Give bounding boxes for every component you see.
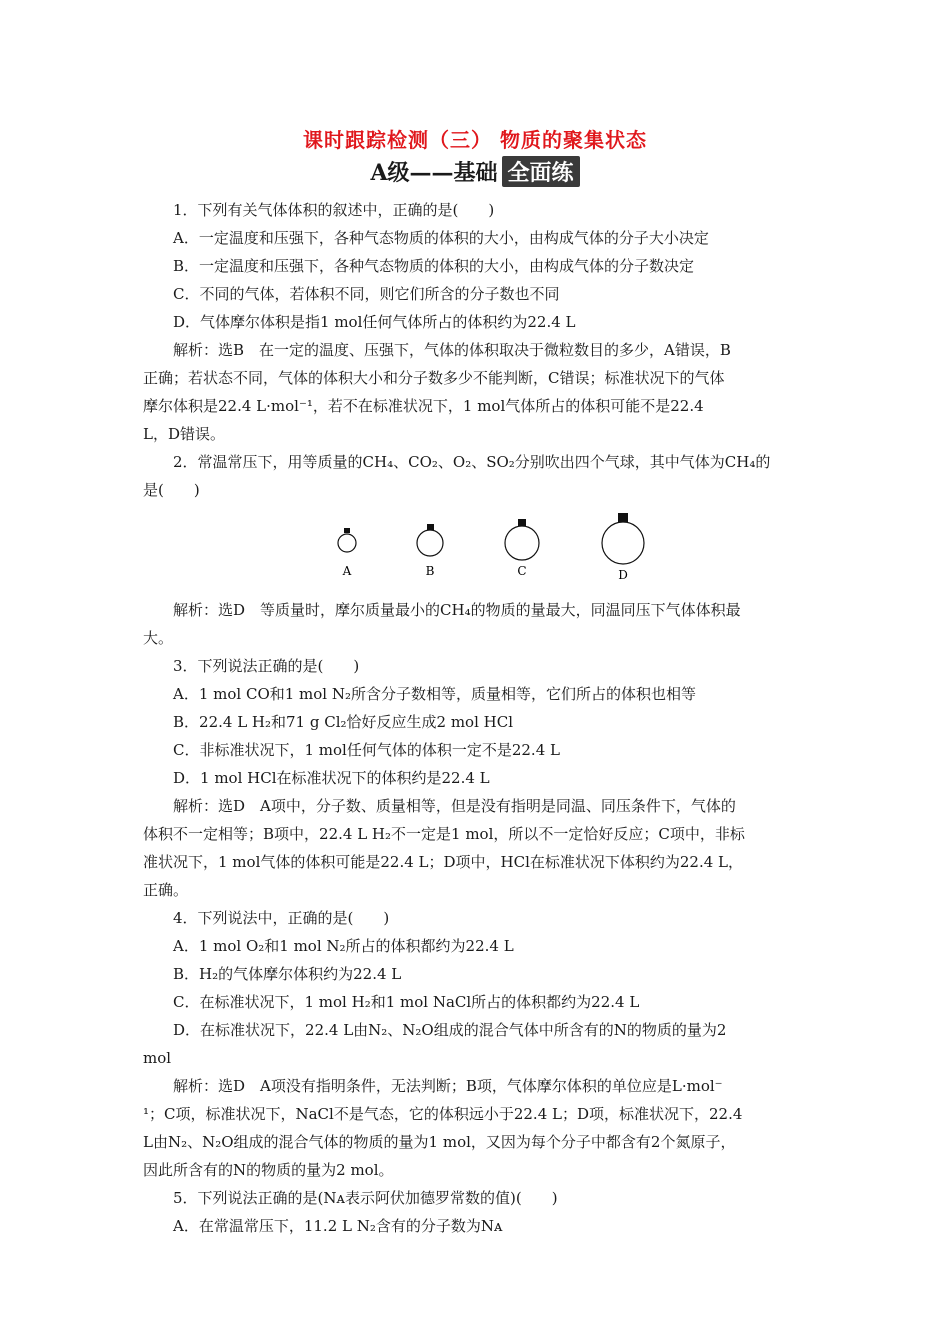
balloon-d-label: D bbox=[618, 568, 628, 582]
question-2: 2．常温常压下，用等质量的CH₄、CO₂、O₂、SO₂分别吹出四个气球，其中气体为CH₄的 bbox=[173, 453, 771, 471]
balloon-c bbox=[505, 526, 539, 560]
balloon-b-label: B bbox=[425, 564, 435, 578]
option-line: D．在标准状况下，22.4 L由N₂、N₂O组成的混合气体中所含有的N的物质的量为2 bbox=[173, 1021, 727, 1039]
option-line: B．一定温度和压强下，各种气态物质的体积的大小，由构成气体的分子数决定 bbox=[173, 257, 695, 275]
page-title: 课时跟踪检测（三） 物质的聚集状态 bbox=[303, 128, 647, 152]
option-line: B．22.4 L H₂和71 g Cl₂恰好反应生成2 mol HCl bbox=[173, 713, 514, 731]
explanation-line: 摩尔体积是22.4 L·mol⁻¹，若不在标准状况下，1 mol气体所占的体积可能不是22.4 bbox=[143, 397, 704, 415]
balloon-a-knot bbox=[344, 528, 350, 533]
explanation-line: 体积不一定相等；B项中，22.4 L H₂不一定是1 mol，所以不一定恰好反应；C项中，非标 bbox=[143, 825, 745, 843]
question-4: 4．下列说法中，正确的是( ) bbox=[173, 909, 390, 927]
option-line: A．1 mol CO和1 mol N₂所含分子数相等，质量相等，它们所占的体积也相等 bbox=[173, 685, 697, 703]
explanation-line: 准状况下，1 mol气体的体积可能是22.4 L；D项中，HCl在标准状况下体积约为22.4 L， bbox=[143, 853, 744, 871]
balloon-b-knot bbox=[427, 524, 434, 530]
balloon-c-label: C bbox=[517, 564, 527, 578]
balloon-a bbox=[338, 534, 356, 552]
option-line: C．非标准状况下，1 mol任何气体的体积一定不是22.4 L bbox=[173, 741, 560, 759]
explanation-line: 解析：选D A项没有指明条件，无法判断；B项，气体摩尔体积的单位应是L·mol⁻ bbox=[173, 1077, 723, 1095]
explanation-line: 因此所含有的N的物质的量为2 mol。 bbox=[143, 1161, 394, 1179]
explanation-line: L，D错误。 bbox=[143, 425, 225, 443]
option-line: mol bbox=[143, 1049, 172, 1067]
balloon-figure bbox=[143, 504, 807, 596]
explanation-line: 正确；若状态不同，气体的体积大小和分子数多少不能判断，C错误；标准状况下的气体 bbox=[143, 369, 725, 387]
question-1: 1．下列有关气体体积的叙述中，正确的是( ) bbox=[173, 201, 495, 219]
option-line: C．不同的气体，若体积不同，则它们所含的分子数也不同 bbox=[173, 285, 560, 303]
explanation-line: 解析：选D A项中，分子数、质量相等，但是没有指明是同温、同压条件下，气体的 bbox=[173, 797, 736, 815]
explanation-line: L由N₂、N₂O组成的混合气体的物质的量为1 mol，又因为每个分子中都含有2个氮原子， bbox=[143, 1133, 736, 1151]
explanation-line: 解析：选D 等质量时，摩尔质量最小的CH₄的物质的量最大，同温同压下气体体积最 bbox=[173, 601, 741, 619]
question-3: 3．下列说法正确的是( ) bbox=[173, 657, 360, 675]
balloon-diagram bbox=[323, 504, 663, 596]
balloon-b bbox=[417, 530, 443, 556]
balloon-d bbox=[602, 522, 644, 564]
option-line: D．气体摩尔体积是指1 mol任何气体所占的体积约为22.4 L bbox=[173, 313, 576, 331]
question-line: 是( ) bbox=[143, 481, 200, 499]
explanation-line: 大。 bbox=[143, 629, 174, 647]
level-prefix: A级——基础 bbox=[370, 160, 498, 186]
question-5: 5．下列说法正确的是(Nᴀ表示阿伏加德罗常数的值)( ) bbox=[173, 1189, 558, 1207]
document-body bbox=[143, 196, 807, 1240]
explanation-line: 解析：选B 在一定的温度、压强下，气体的体积取决于微粒数目的多少，A错误，B bbox=[173, 341, 731, 359]
level-heading bbox=[0, 156, 950, 187]
option-line: A．一定温度和压强下，各种气态物质的体积的大小，由构成气体的分子大小决定 bbox=[173, 229, 709, 247]
explanation-line: ¹；C项，标准状况下，NaCl不是气态，它的体积远小于22.4 L；D项，标准状况下，22.4 bbox=[143, 1105, 743, 1123]
explanation-line: 正确。 bbox=[143, 881, 189, 899]
option-line: B．H₂的气体摩尔体积约为22.4 L bbox=[173, 965, 402, 983]
option-line: C．在标准状况下，1 mol H₂和1 mol NaCl所占的体积都约为22.4 L bbox=[173, 993, 640, 1011]
option-line: D．1 mol HCl在标准状况下的体积约是22.4 L bbox=[173, 769, 490, 787]
balloon-a-label: A bbox=[342, 564, 352, 578]
option-line: A．1 mol O₂和1 mol N₂所占的体积都约为22.4 L bbox=[173, 937, 514, 955]
balloon-d-knot bbox=[618, 513, 628, 522]
level-badge: 全面练 bbox=[502, 156, 580, 187]
option-line: A．在常温常压下，11.2 L N₂含有的分子数为Nᴀ bbox=[173, 1217, 503, 1235]
balloon-c-knot bbox=[518, 519, 526, 526]
